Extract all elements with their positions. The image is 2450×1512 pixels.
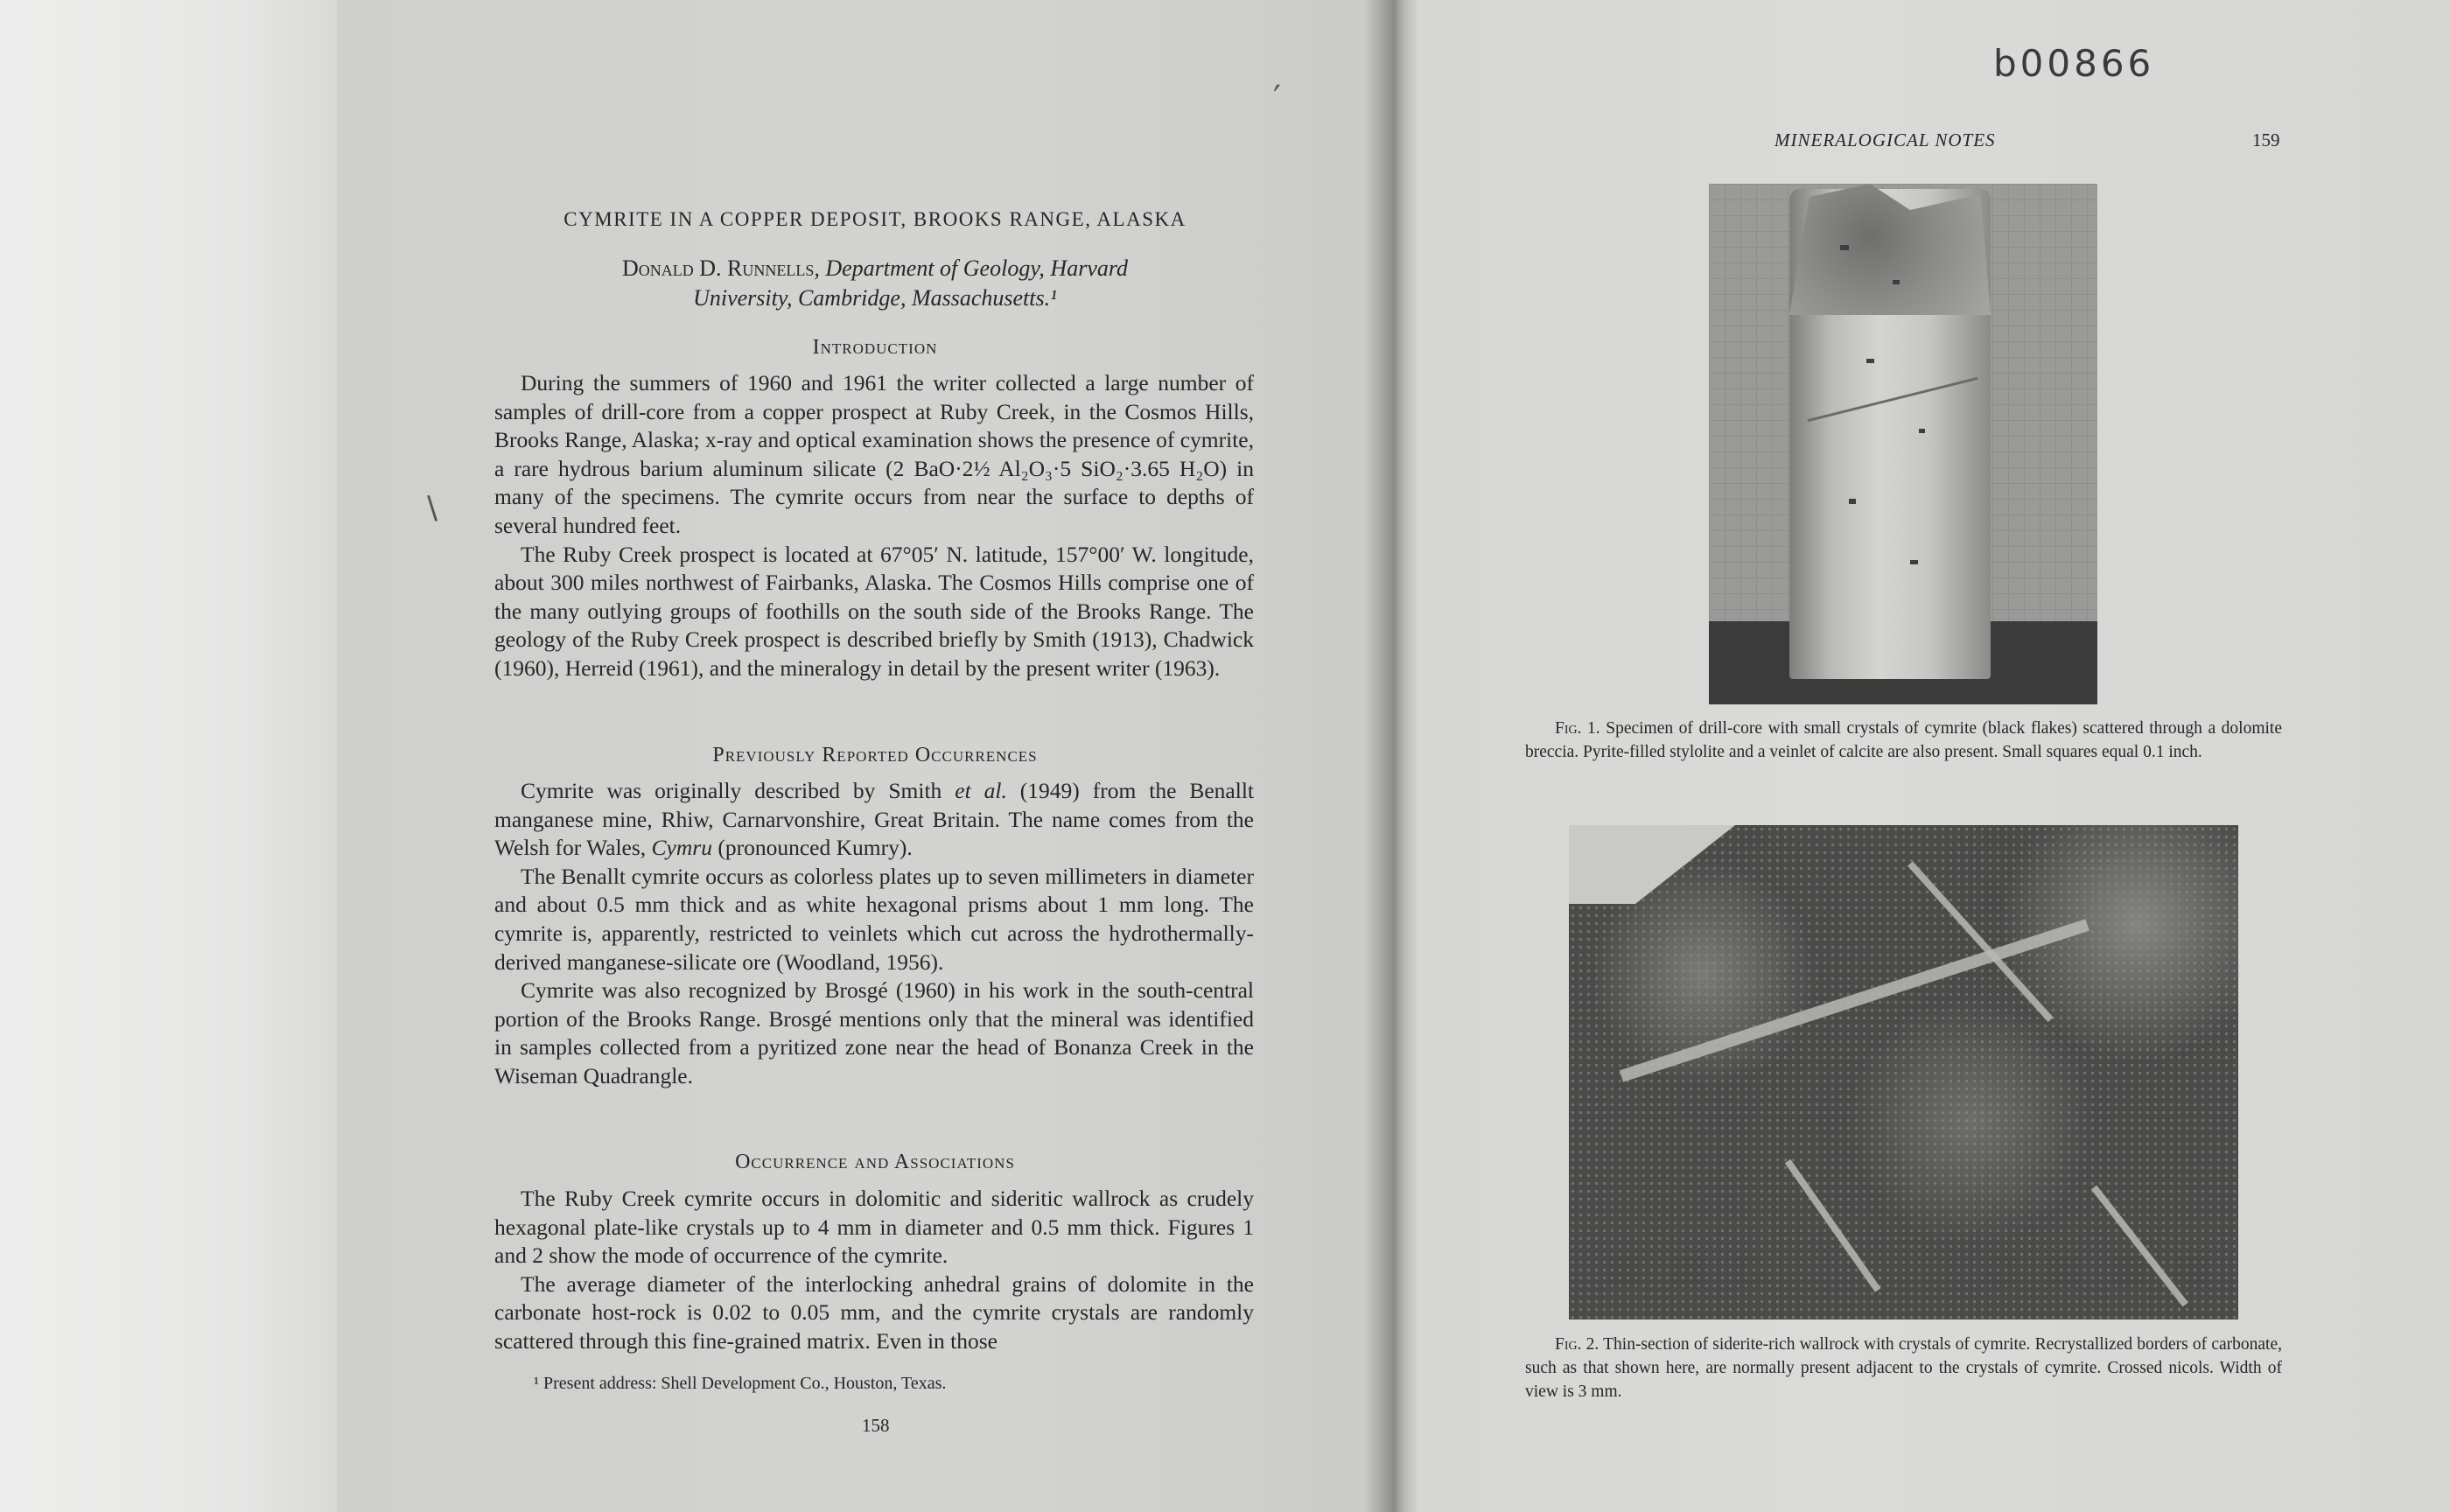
handwritten-accession-number: b00866 <box>1993 42 2155 85</box>
running-head: MINERALOGICAL NOTES <box>1774 130 1996 150</box>
section-heading-previously-reported: Previously Reported Occurrences <box>712 744 1038 766</box>
footnote: ¹ Present address: Shell Development Co., Houston, Texas. <box>534 1374 947 1393</box>
paragraph: The average diameter of the interlocking anhedral grains of dolomite in the carbonate host-rock is 0.02 to 0.05 mm, and the cymrite crystals are randomly scattered through this fine-grained matrix. Even in those <box>494 1270 1254 1354</box>
figure-2-caption <box>1525 1333 2282 1404</box>
drill-core-top <box>1789 184 1991 315</box>
section-occurrence <box>494 1185 1254 1356</box>
scan-mark: ′ <box>1273 79 1282 119</box>
paragraph: Cymrite was also recognized by Brosgé (1960) in his work in the south-central portion of the Brooks Range. Brosgé mentions only that the mineral was identified in samples collected from a pyritized zone near the head of Bonanza Creek in the Wiseman Quadrangle. <box>494 977 1254 1088</box>
paragraph: The Benallt cymrite occurs as colorless plates up to seven millimeters in diameter and about 0.5 mm thick and as white hexagonal prisms about 1 mm long. The cymrite is, apparently, restricted to veinlets which cut across the hydrothermally-derived manganese-silicate ore (Woodland, 1956). <box>494 863 1254 975</box>
section-heading-occurrence: Occurrence and Associations <box>735 1151 1015 1173</box>
figure-2-caption-text: Thin-section of siderite-rich wallrock with crystals of cymrite. Recrystallized borders of carbonate, such as that shown here, are normally present adjacent to the crystals of cymrite. Crossed nicols. Width of view is 3 mm. <box>1525 1335 2283 1401</box>
figure-1-label: Fig. 1. <box>1555 719 1600 738</box>
section-heading-introduction: Introduction <box>812 336 938 359</box>
figure-2-label: Fig. 2. <box>1555 1335 1600 1354</box>
article-title: CYMRITE IN A COPPER DEPOSIT, BROOKS RANGE, ALASKA <box>564 208 1186 230</box>
page-number-left: 158 <box>862 1415 890 1436</box>
author-name-last: Runnells <box>727 256 815 281</box>
cymrite-flake <box>1893 280 1900 284</box>
paragraph: The Ruby Creek prospect is located at 67°05′ N. latitude, 157°00′ W. longitude, about 300 miles northwest of Fairbanks, Alaska. The Cosmos Hills comprise one of the many outlying groups of foothills on the south side of the Brooks Range. The geology of the Ruby Creek prospect is described briefly by Smith (1913), Chadwick (1960), Herreid (1961), and the mineralogy in detail by the present writer (1963). <box>494 541 1254 681</box>
section-previously-reported <box>494 777 1254 1091</box>
cymrite-flake <box>1910 560 1918 564</box>
scan-mark: \ <box>427 490 438 526</box>
author-affiliation-line1: , Department of Geology, Harvard <box>814 256 1129 281</box>
figure-1-caption <box>1525 717 2282 764</box>
cymrite-flake <box>1866 359 1874 363</box>
paragraph: Cymrite was originally described by Smith et al. (1949) from the Benallt manganese mine, Rhiw, Carnarvonshire, Great Britain. The name comes from the Welsh for Wales, Cymru (pronounced Kumry). <box>494 778 1254 861</box>
cymrite-flake <box>1849 499 1856 504</box>
author-affiliation-line2: University, Cambridge, Massachusetts.¹ <box>693 285 1057 311</box>
cymrite-flake <box>1919 429 1925 433</box>
figure-1-drill-core-photo <box>1709 184 2097 704</box>
scan-margin <box>0 0 337 1512</box>
author-block <box>494 254 1256 313</box>
cymrite-flake <box>1840 245 1849 250</box>
figure-1-caption-text: Specimen of drill-core with small crystals of cymrite (black flakes) scattered through a dolomite breccia. Pyrite-filled stylolite and a veinlet of calcite are also present. Small squares equal 0.1 inch. <box>1525 719 2282 761</box>
page-number-right: 159 <box>2252 130 2280 150</box>
paragraph: The Ruby Creek cymrite occurs in dolomitic and sideritic wallrock as crudely hexagonal plate-like crystals up to 4 mm in diameter and 0.5 mm thick. Figures 1 and 2 show the mode of occurrence of the cymrite. <box>494 1186 1254 1269</box>
section-introduction <box>494 369 1254 683</box>
figure-2-thin-section-photo <box>1569 825 2238 1320</box>
paragraph: During the summers of 1960 and 1961 the writer collected a large number of samples of drill-core from a copper prospect at Ruby Creek, in the Cosmos Hills, Brooks Range, Alaska; x-ray and optical examination shows the presence of cymrite, a rare hydrous barium aluminum silicate (2 BaO·2½ Al₂O₃·5 SiO₂·3.65 H₂O) in many of the specimens. The cymrite occurs from near the surface to depths of several hundred feet. <box>494 370 1254 538</box>
author-name-first: Donald D. <box>621 256 728 281</box>
book-gutter <box>1365 0 1418 1512</box>
